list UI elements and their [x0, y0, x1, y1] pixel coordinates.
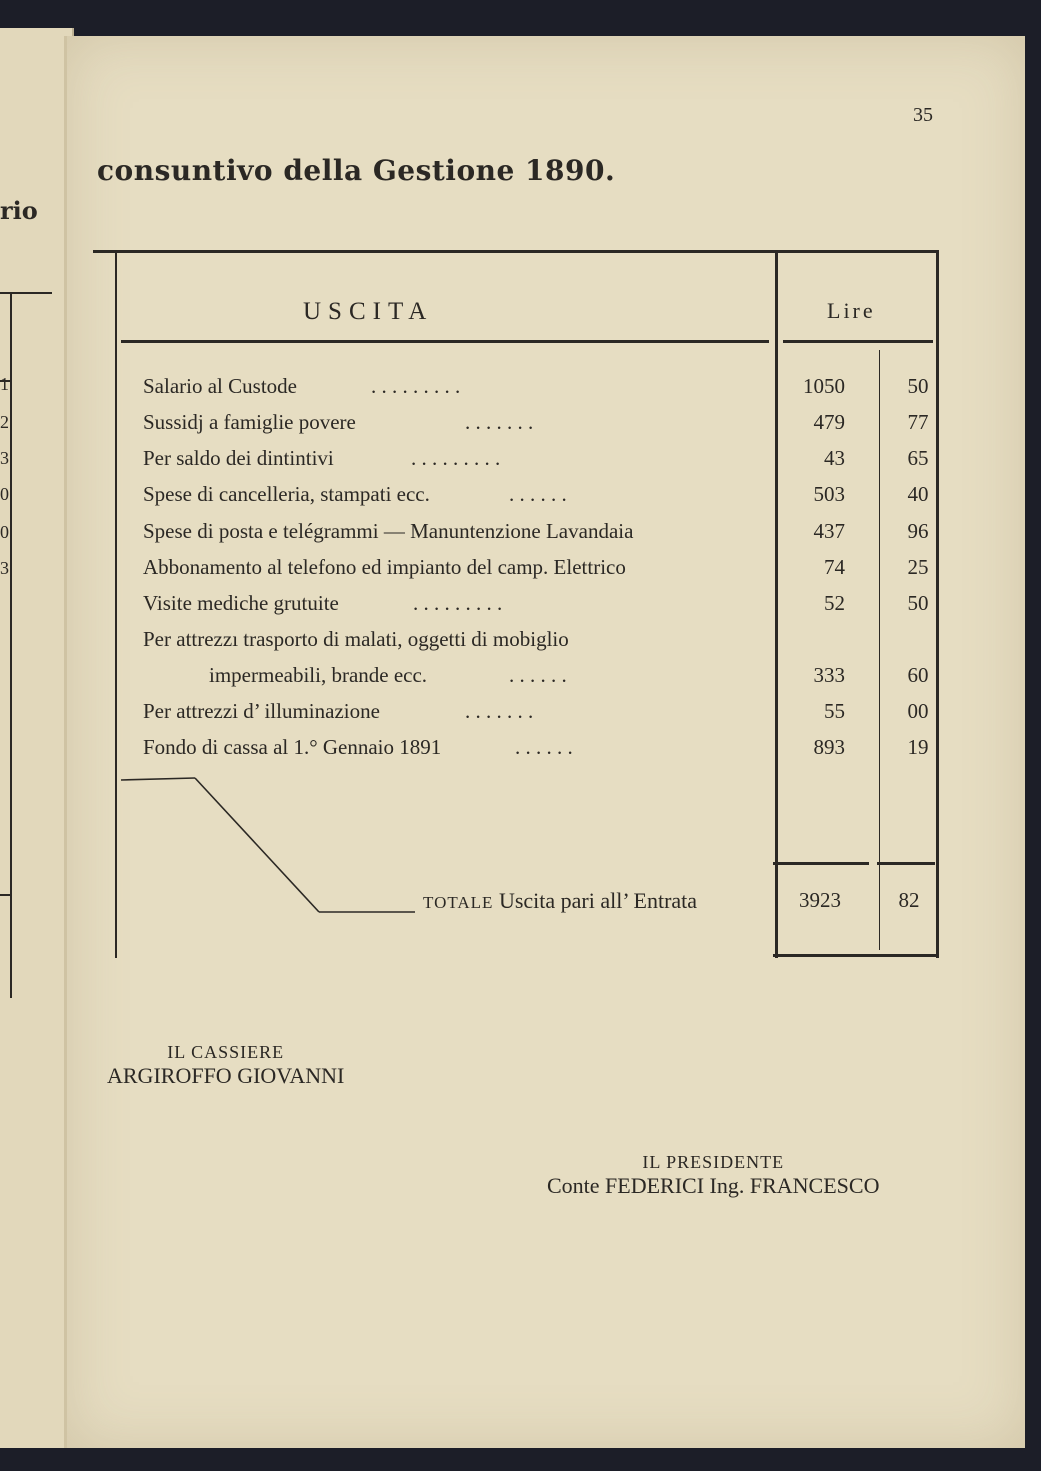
row-leader-dots: . . . . . . . — [465, 410, 534, 434]
total-label-small-caps: TOTALE — [423, 893, 494, 912]
row-lire: 74 — [824, 555, 845, 579]
row-description: Abbonamento al telefono ed impianto del camp. Elettrico — [143, 555, 626, 579]
row-leader-dots: . . . . . . . . . — [371, 374, 461, 398]
total-label — [423, 888, 697, 914]
left-page-digit: 0 — [0, 522, 9, 542]
row-leader-dots: . . . . . . — [509, 663, 567, 687]
row-cent: 00 — [907, 699, 929, 723]
row-lire: 893 — [813, 735, 845, 759]
table-row — [143, 404, 943, 440]
total-lire: 3923 — [799, 888, 841, 912]
table-row — [143, 476, 943, 512]
row-description: Per saldo dei dintintivi — [143, 446, 334, 470]
left-page-title-fragment: rio — [0, 196, 38, 225]
left-page-fragment — [0, 28, 74, 1448]
row-leader-dots: . . . . . . . . . — [411, 446, 501, 470]
left-page-digit: 1 — [0, 374, 9, 394]
row-cent: 25 — [907, 555, 929, 579]
row-lire: 333 — [813, 663, 845, 687]
row-description: Visite mediche grutuite — [143, 591, 339, 615]
row-description: Per attrezzı trasporto di malati, oggetti di mobiglio — [143, 627, 569, 651]
row-description: Spese di cancelleria, stampati ecc. — [143, 482, 430, 506]
left-page-digit: 3 — [0, 558, 9, 578]
header-rule-amount — [783, 340, 933, 343]
table-row — [143, 549, 943, 585]
left-page-rule — [0, 894, 12, 896]
row-leader-dots: . . . . . . . — [465, 699, 534, 723]
president-signature — [547, 1152, 879, 1199]
row-cent: 77 — [907, 410, 929, 434]
table-row — [143, 729, 943, 765]
row-lire: 55 — [824, 699, 845, 723]
row-description: Sussidj a famiglie povere — [143, 410, 356, 434]
table-row — [143, 513, 943, 549]
page-heading: consuntivo della Gestione 1890. — [97, 154, 616, 187]
left-page-digit: 0 — [0, 484, 9, 504]
row-cent: 40 — [907, 482, 929, 506]
table-row — [143, 368, 943, 404]
row-cent: 50 — [907, 374, 929, 398]
filler-diagonal-rule — [117, 770, 417, 920]
row-cent: 60 — [907, 663, 929, 687]
row-lire: 437 — [813, 519, 845, 543]
table-top-rule — [93, 250, 939, 253]
cashier-signature — [107, 1042, 344, 1089]
row-lire: 1050 — [803, 374, 845, 398]
row-lire: 479 — [813, 410, 845, 434]
table-row — [143, 440, 943, 476]
row-lire: 43 — [824, 446, 845, 470]
row-leader-dots: . . . . . . — [509, 482, 567, 506]
column-header-uscita: USCITA — [303, 298, 434, 325]
row-description-continuation: impermeabili, brande ecc. — [209, 663, 428, 687]
page-number: 35 — [913, 104, 933, 126]
row-description: Fondo di cassa al 1.° Gennaio 1891 — [143, 735, 442, 759]
table-row — [143, 621, 943, 693]
table-row — [143, 693, 943, 729]
row-description: Spese di posta e telégrammi — Manuntenzione Lavandaia — [143, 519, 634, 543]
row-cent: 65 — [907, 446, 929, 470]
president-role: IL PRESIDENTE — [642, 1152, 785, 1172]
left-page-column-rule — [10, 294, 12, 998]
row-leader-dots: . . . . . . — [515, 735, 573, 759]
total-cent: 82 — [898, 888, 920, 912]
cashier-role: IL CASSIERE — [167, 1042, 285, 1062]
left-page-rule — [0, 292, 52, 294]
row-cent: 96 — [907, 519, 929, 543]
column-header-lire: Lire — [827, 298, 876, 323]
row-lire: 52 — [824, 591, 845, 615]
president-name: Conte FEDERICI Ing. FRANCESCO — [547, 1173, 880, 1198]
left-page-digit: 3 — [0, 448, 9, 468]
row-description: Salario al Custode — [143, 374, 297, 398]
cashier-name: ARGIROFFO GIOVANNI — [107, 1063, 345, 1088]
row-description: Per attrezzi d’ illuminazione — [143, 699, 380, 723]
total-rule-lire — [773, 862, 869, 865]
total-bottom-rule — [773, 954, 939, 957]
expense-table — [93, 250, 939, 958]
row-cent: 19 — [907, 735, 929, 759]
document-page — [64, 36, 1025, 1448]
table-row — [143, 585, 943, 621]
header-rule-description — [121, 340, 769, 343]
total-label-rest: Uscita pari all’ Entrata — [498, 888, 698, 913]
row-cent: 50 — [907, 591, 929, 615]
row-leader-dots: . . . . . . . . . — [413, 591, 503, 615]
total-rule-cent — [877, 862, 935, 865]
left-page-digit: 2 — [0, 412, 9, 432]
row-lire: 503 — [813, 482, 845, 506]
